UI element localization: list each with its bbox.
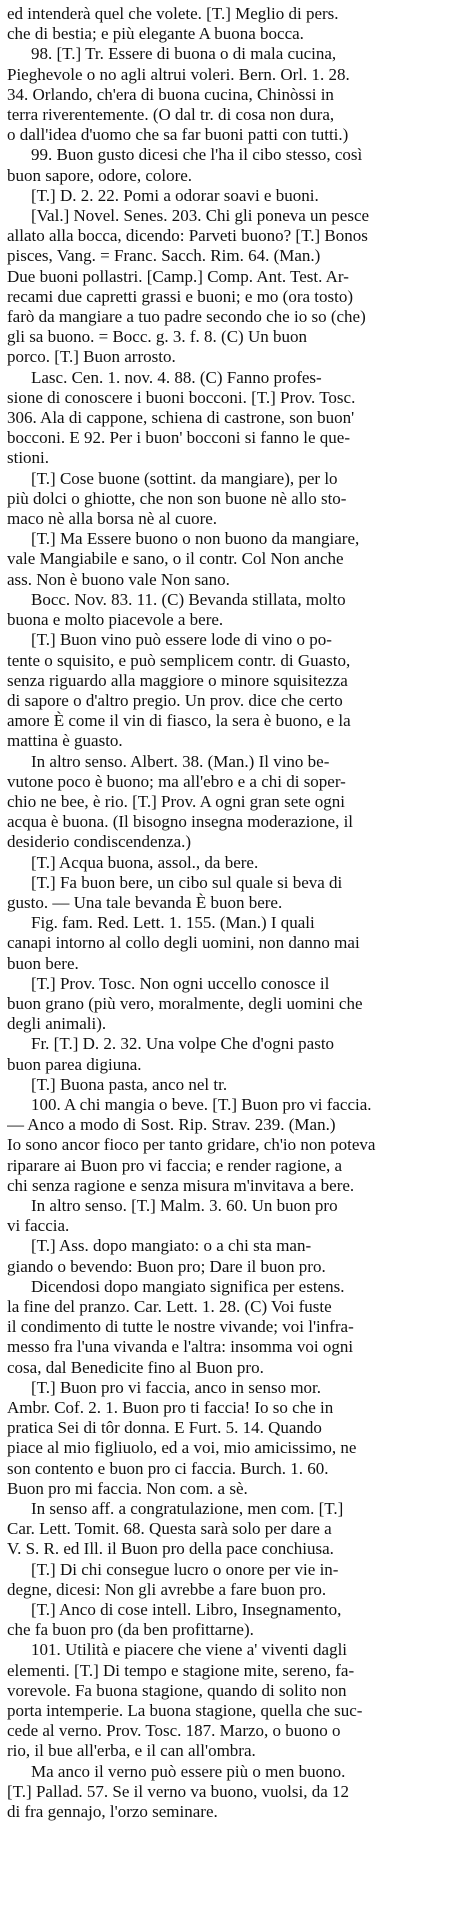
text-line: farò da mangiare a tuo padre secondo che io so (che) [7,307,366,327]
text-line: canapi intorno al collo degli uomini, non danno mai [7,933,360,953]
text-line: [T.] Buona pasta, anco nel tr. [31,1074,228,1094]
text-line: Due buoni pollastri. [Camp.] Comp. Ant. Test. Ar- [7,266,349,286]
text-line: gli sa buono. = Bocc. g. 3. f. 8. (C) Un buon [7,327,307,347]
text-line: [T.] Acqua buona, assol., da bere. [31,852,259,872]
text-line: desiderio condiscendenza.) [7,832,192,852]
text-line: [T.] Pallad. 57. Se il verno va buono, vuolsi, da 12 [7,1781,349,1801]
text-line: Buon pro mi faccia. Non com. a sè. [7,1478,248,1498]
text-line: [T.] Di chi consegue lucro o onore per vie in- [31,1559,339,1579]
text-line: maco nè alla borsa nè al cuore. [7,509,218,529]
text-line: porco. [T.] Buon arrosto. [7,347,176,367]
text-line: che di bestia; e più elegante A buona bocca. [7,24,304,44]
text-line: pisces, Vang. = Franc. Sacch. Rim. 64. (Man.) [7,246,321,266]
text-line: di sapore o d'altro pregio. Un prov. dice che certo [7,690,343,710]
text-line: Fr. [T.] D. 2. 32. Una volpe Che d'ogni pasto [31,1034,335,1054]
text-line: ed intenderà quel che volete. [T.] Meglio di pers. [7,4,339,23]
text-line: chi senza ragione e senza misura m'invitava a bere. [7,1175,355,1195]
text-line: che fa buon pro (da ben profittarne). [7,1620,254,1640]
text-line: cede al verno. Prov. Tosc. 187. Marzo, o buono o [7,1721,341,1741]
text-line: In altro senso. Albert. 38. (Man.) Il vino be- [31,751,330,771]
text-line: vorevole. Fa buona stagione, quando di solito non [7,1680,347,1700]
text-line: Ma anco il verno può essere più o men buono. [31,1761,346,1781]
text-line: porta intemperie. La buona stagione, quella che suc- [7,1701,363,1721]
text-line: senza riguardo alla maggiore o minore squisitezza [7,670,348,690]
text-line: riparare ai Buon pro vi faccia; e render ragione, a [7,1155,343,1175]
text-line: amore È come il vin di fiasco, la sera è buono, e la [7,711,351,731]
text-line: giando o bevendo: Buon pro; Dare il buon pro. [7,1256,326,1276]
text-line: 98. [T.] Tr. Essere di buona o di mala cucina, [31,44,337,64]
text-line: piace al mio figliuolo, ed a voi, mio amicissimo, ne [7,1438,357,1458]
text-line: degli animali). [7,1014,107,1034]
text-line: [T.] Buon vino può essere lode di vino o po- [31,630,332,650]
text-line: o dall'idea d'uomo che sa far buoni patti con tutti.) [7,125,349,145]
text-line: il condimento di tutte le nostre vivande; voi l'infra- [7,1317,354,1337]
text-line: 34. Orlando, ch'era di buona cucina, Chinòssi in [7,84,334,104]
text-line: buon parea digiuna. [7,1054,142,1074]
text-line: Car. Lett. Tomit. 68. Questa sarà solo per dare a [7,1519,332,1539]
text-line: buon grano (più vero, moralmente, degli uomini che [7,993,363,1013]
text-line: rio, il bue all'erba, e il can all'ombra. [7,1741,256,1761]
text-line: Ambr. Cof. 2. 1. Buon pro ti faccia! Io so che in [7,1398,334,1418]
text-line: ass. Non è buono vale Non sano. [7,569,230,589]
text-line: acqua è buona. (Il bisogno insegna moderazione, il [7,812,354,832]
text-line: [T.] Prov. Tosc. Non ogni uccello conosce il [31,973,330,993]
text-line: vale Mangiabile e sano, o il contr. Col Non anche [7,549,344,569]
text-line: vi faccia. [7,1216,70,1236]
text-line: vutone poco è buono; ma all'ebro e a chi di soper- [7,771,346,791]
text-line: [T.] Ma Essere buono o non buono da mangiare, [31,529,360,549]
text-line: Fig. fam. Red. Lett. 1. 155. (Man.) I quali [31,913,315,933]
text-line: 101. Utilità e piacere che viene a' viventi dagli [31,1640,348,1660]
text-line: terra riverentemente. (O dal tr. di cosa non dura, [7,105,335,125]
text-line: di fra gennajo, l'orzo seminare. [7,1802,218,1822]
text-line: recami due capretti grassi e buoni; e mo (ora tosto) [7,286,354,306]
text-line: — Anco a modo di Sost. Rip. Strav. 239. (Man.) [7,1115,336,1135]
text-line: più dolci o ghiotte, che non son buone nè allo sto- [7,488,347,508]
text-line: Lasc. Cen. 1. nov. 4. 88. (C) Fanno profes- [31,367,322,387]
text-line: [T.] Anco di cose intell. Libro, Insegnamento, [31,1600,342,1620]
text-line: 99. Buon gusto dicesi che l'ha il cibo stesso, così [31,145,363,165]
text-line: gusto. — Una tale bevanda È buon bere. [7,892,283,912]
text-line: pratica Sei di tôr donna. E Furt. 5. 14. Quando [7,1418,322,1438]
text-line: tente o squisito, e può semplicem contr. di Guasto, [7,650,351,670]
text-line: [Val.] Novel. Senes. 203. Chi gli poneva un pesce [31,206,370,226]
text-line: [T.] Ass. dopo mangiato: o a chi sta man- [31,1236,312,1256]
text-line: In altro senso. [T.] Malm. 3. 60. Un buon pro [31,1195,338,1215]
text-line: Bocc. Nov. 83. 11. (C) Bevanda stillata, molto [31,589,346,609]
text-line: degne, dicesi: Non gli avrebbe a fare buon pro. [7,1579,327,1599]
text-line: buona e molto piacevole a bere. [7,610,224,630]
text-line: sione di conoscere i buoni bocconi. [T.] Prov. Tosc. [7,387,356,407]
text-line: mattina è guasto. [7,731,123,751]
text-line: son contento e buon pro ci faccia. Burch. 1. 60. [7,1458,329,1478]
text-line: buon sapore, odore, colore. [7,165,193,185]
text-line: buon bere. [7,953,79,973]
text-line: [T.] Buon pro vi faccia, anco in senso mor. [31,1377,322,1397]
text-line: Dicendosi dopo mangiato significa per estens. [31,1276,345,1296]
text-line: cosa, dal Benedicite fino al Buon pro. [7,1357,264,1377]
text-line: allato alla bocca, dicendo: Parveti buono? [T.] Bonos [7,226,368,246]
text-line: V. S. R. ed Ill. il Buon pro della pace conchiusa. [7,1539,334,1559]
text-line: messo fra l'una vivanda e l'altra: insomma voi ogni [7,1337,354,1357]
text-line: [T.] Fa buon bere, un cibo sul quale si beva di [31,872,343,892]
text-line: 100. A chi mangia o beve. [T.] Buon pro vi faccia. [31,1094,372,1114]
text-line: [T.] D. 2. 22. Pomi a odorar soavi e buoni. [31,185,319,205]
text-line: Pieghevole o no agli altrui voleri. Bern. Orl. 1. 28. [7,64,350,84]
text-line: stioni. [7,448,50,468]
text-line: In senso aff. a congratulazione, men com. [T.] [31,1499,344,1519]
text-line: bocconi. E 92. Per i buon' bocconi si fanno le que- [7,428,350,448]
text-line: Io sono ancor fioco per tanto gridare, ch'io non poteva [7,1135,376,1155]
text-line: chio ne bee, è rio. [T.] Prov. A ogni gran sete ogni [7,791,346,811]
text-line: [T.] Cose buone (sottint. da mangiare), per lo [31,468,338,488]
text-line: la fine del pranzo. Car. Lett. 1. 28. (C) Voi fuste [7,1297,332,1316]
text-line: 306. Ala di cappone, schiena di castrone, son buon' [7,408,355,428]
text-line: elementi. [T.] Di tempo e stagione mite, sereno, fa- [7,1660,355,1680]
